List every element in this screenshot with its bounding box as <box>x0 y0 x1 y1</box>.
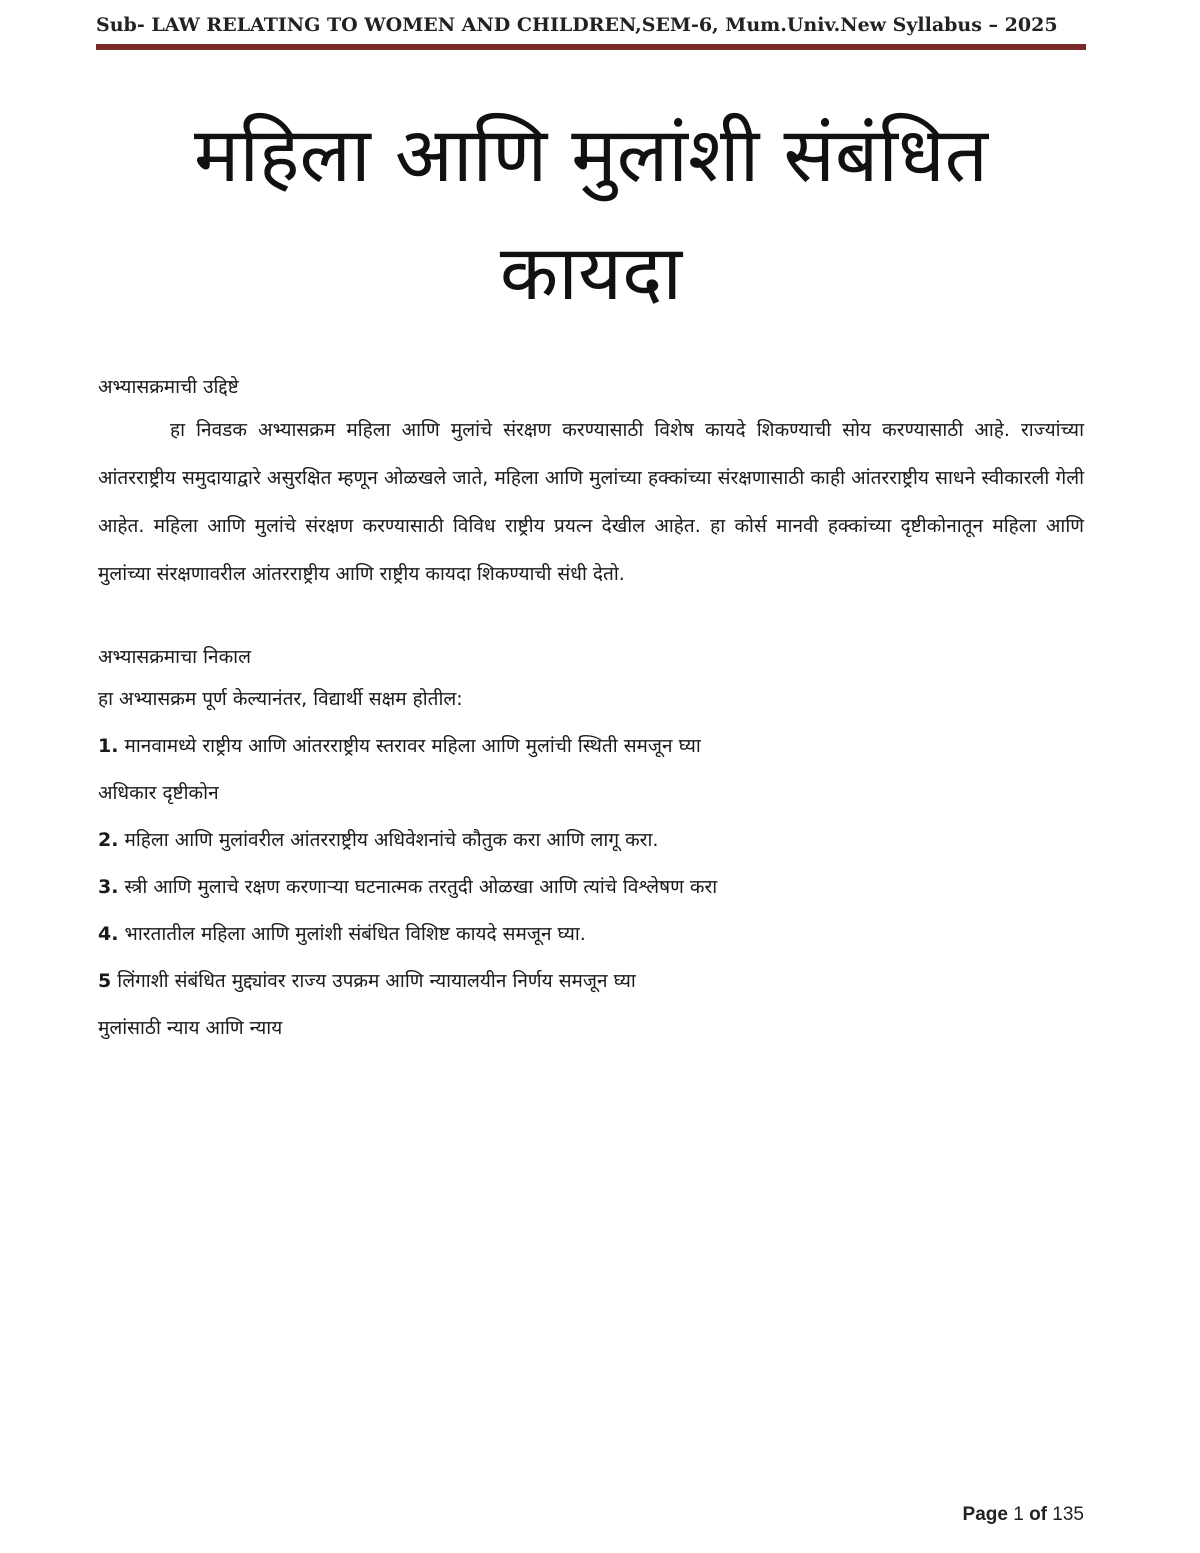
outcome-text: भारतातील महिला आणि मुलांशी संबंधित विशिष्ट कायदे समजून घ्या. <box>118 923 586 945</box>
outcome-number: 4. <box>98 923 119 945</box>
outcomes-heading: अभ्यासक्रमाचा निकाल <box>98 646 251 668</box>
outcome-item-1-continued: अधिकार दृष्टीकोन <box>98 782 219 804</box>
page-label: Page <box>962 1504 1008 1525</box>
outcome-item-5 <box>98 958 1084 1005</box>
outcome-text: स्त्री आणि मुलाचे रक्षण करणाऱ्या घटनात्मक तरतुदी ओळखा आणि त्यांचे विश्लेषण करा <box>118 876 718 898</box>
outcome-item-3 <box>98 864 1084 911</box>
title-line-2: कायदा <box>499 228 683 317</box>
outcomes-intro: हा अभ्यासक्रम पूर्ण केल्यानंतर, विद्यार्थी सक्षम होतील: <box>98 688 463 710</box>
page-current: 1 <box>1013 1504 1024 1525</box>
outcome-number: 1. <box>98 735 119 757</box>
outcome-number: 5 <box>98 970 112 992</box>
outcome-text: महिला आणि मुलांवरील आंतरराष्ट्रीय अधिवेशनांचे कौतुक करा आणि लागू करा. <box>118 829 659 851</box>
objectives-paragraph: हा निवडक अभ्यासक्रम महिला आणि मुलांचे संरक्षण करण्यासाठी विशेष कायदे शिकण्याची सोय करण्यासाठी आहे. राज्यांच्या आंतरराष्ट्रीय समुदायाद्वारे असुरक्षित म्हणून ओळखले जाते, महिला आणि मुलांच्या हक्कांच्या संरक्षणासाठी काही आंतरराष्ट्रीय साधने स्वीकारली गेली आहेत. महिला आणि मुलांचे संरक्षण करण्यासाठी विविध राष्ट्रीय प्रयत्न देखील आहेत. हा कोर्स मानवी हक्कांच्या दृष्टीकोनातून महिला आणि मुलांच्या संरक्षणावरील आंतरराष्ट्रीय आणि राष्ट्रीय कायदा शिकण्याची संधी देतो. <box>98 419 1084 585</box>
page-number-footer <box>963 1504 1084 1526</box>
section-gap <box>98 598 1084 638</box>
outcome-item-1 <box>98 723 1084 770</box>
outcome-item-4 <box>98 911 1084 958</box>
outcome-item-5-continued: मुलांसाठी न्याय आणि न्याय <box>98 1017 283 1039</box>
outcome-item-2 <box>98 817 1084 864</box>
outcome-number: 2. <box>98 829 119 851</box>
title-line-1: महिला आणि मुलांशी संबंधित <box>193 110 989 199</box>
document-body <box>98 368 1084 1052</box>
page-header: Sub- LAW RELATING TO WOMEN AND CHILDREN,SEM-6, Mum.Univ.New Syllabus – 2025 <box>96 14 1058 36</box>
document-title <box>96 96 1086 332</box>
of-label: of <box>1029 1504 1048 1525</box>
header-rule <box>96 44 1086 50</box>
outcome-text: लिंगाशी संबंधित मुद्द्यांवर राज्य उपक्रम आणि न्यायालयीन निर्णय समजून घ्या <box>111 970 636 992</box>
page-total: 135 <box>1052 1504 1084 1525</box>
outcome-number: 3. <box>98 876 119 898</box>
outcome-text: मानवामध्ये राष्ट्रीय आणि आंतरराष्ट्रीय स्तरावर महिला आणि मुलांची स्थिती समजून घ्या <box>118 735 701 757</box>
objectives-heading: अभ्यासक्रमाची उद्दिष्टे <box>98 376 239 398</box>
